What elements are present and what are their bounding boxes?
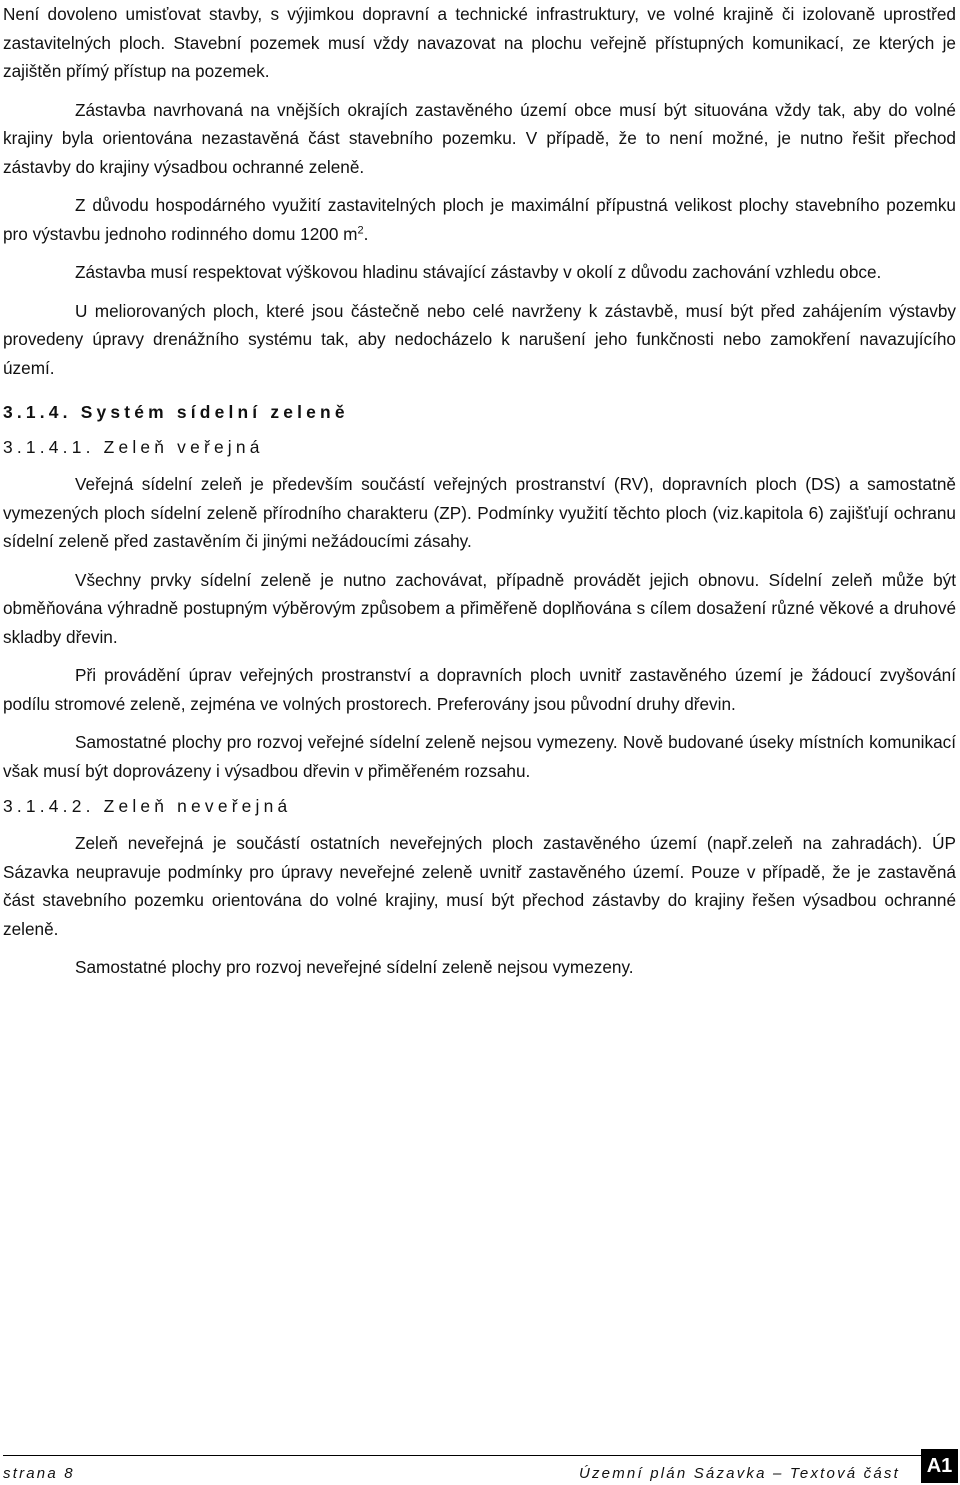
paragraph-building-placement: Není dovoleno umisťovat stavby, s výjimkou dopravní a technické infrastruktury, ve volné krajině či izolovaně uprostřed zastavitelných ploch. Stavební pozemek musí vždy navazovat na plochu veřejně přístupných komunikací, ze kterých je zajištěn přímý přístup na pozemek. <box>3 4 956 81</box>
plot-size-period: . <box>363 223 369 244</box>
footer-page-number: strana 8 <box>3 1465 75 1482</box>
heading-private-greenery: 3.1.4.2. Zeleň neveřejná <box>3 796 292 816</box>
paragraph-height-level: Zástavba musí respektovat výškovou hladinu stávající zástavby v okolí z důvodu zachování vzhledu obce. <box>75 262 882 282</box>
paragraph-private-greenery-areas: Samostatné plochy pro rozvoj neveřejné sídelní zeleně nejsou vymezeny. <box>75 957 634 977</box>
paragraph-public-greenery-areas: Samostatné plochy pro rozvoj veřejné sídelní zeleně nejsou vymezeny. Nově budované úseky místních komunikací však musí být doprovázeny i výsadbou dřevin v přiměřeném rozsahu. <box>3 732 956 781</box>
paragraph-greenery-preservation: Všechny prvky sídelní zeleně je nutno zachovávat, případně provádět jejich obnovu. Sídelní zeleň může být obměňována výhradně postupným výběrovým způsobem a přiměřeně doplňována s cílem dosažení různé věkové a druhové skladby dřevin. <box>3 569 956 647</box>
heading-public-greenery: 3.1.4.1. Zeleň veřejná <box>3 437 264 457</box>
paragraph-street-trees: Při provádění úprav veřejných prostranství a dopravních ploch uvnitř zastavěného území je žádoucí zvyšování podílu stromové zeleně, zejména ve volných prostorech. Preferovány jsou původní druhy dřevin. <box>3 665 956 714</box>
paragraph-private-greenery: Zeleň neveřejná je součástí ostatních neveřejných ploch zastavěného území (např.zeleň na zahradách). ÚP Sázavka neupravuje podmínky pro úpravy neveřejné zeleně uvnitř zastavěného území. Pouze v případě, že je zastavěná část stavebního pozemku orientována do volné krajiny, musí být přechod zástavby do krajiny řešen výsadbou ochranné zeleně. <box>3 833 956 939</box>
paragraph-edge-development: Zástavba navrhovaná na vnějších okrajích zastavěného území obce musí být situována vždy tak, aby do volné krajiny byla orientována nezastavěná část stavebního pozemku. V případě, že to není možné, je nutno řešit přechod zástavby do krajiny výsadbou ochranné zeleně. <box>3 99 956 177</box>
footer-section-badge: A1 <box>921 1449 958 1483</box>
footer-divider <box>3 1455 921 1456</box>
heading-settlement-greenery-system: 3.1.4. Systém sídelní zeleně <box>3 402 349 422</box>
plot-size-text: Z důvodu hospodárného využití zastavitelných ploch je maximální přípustná velikost plochy stavebního pozemku pro výstavbu jednoho rodinného domu 1200 m <box>3 195 956 244</box>
paragraph-plot-size <box>3 191 956 248</box>
footer-document-title: Územní plán Sázavka – Textová část <box>578 1465 900 1482</box>
document-body <box>3 0 956 982</box>
paragraph-melioration: U meliorovaných ploch, které jsou částečně nebo celé navrženy k zástavbě, musí být před zahájením výstavby provedeny úpravy drenážního systému tak, aby nedocházelo k narušení jeho funkčnosti nebo zamokření navazujícího území. <box>3 300 956 378</box>
paragraph-public-greenery: Veřejná sídelní zeleň je především součástí veřejných prostranství (RV), dopravních ploch (DS) a samostatně vymezených ploch sídelní zeleně přírodního charakteru (ZP). Podmínky využití těchto ploch (viz.kapitola 6) zajišťují ochranu sídelní zeleně před zastavěním či jinými nežádoucími zásahy. <box>3 474 956 551</box>
plot-size-superscript: 2 <box>357 223 364 236</box>
